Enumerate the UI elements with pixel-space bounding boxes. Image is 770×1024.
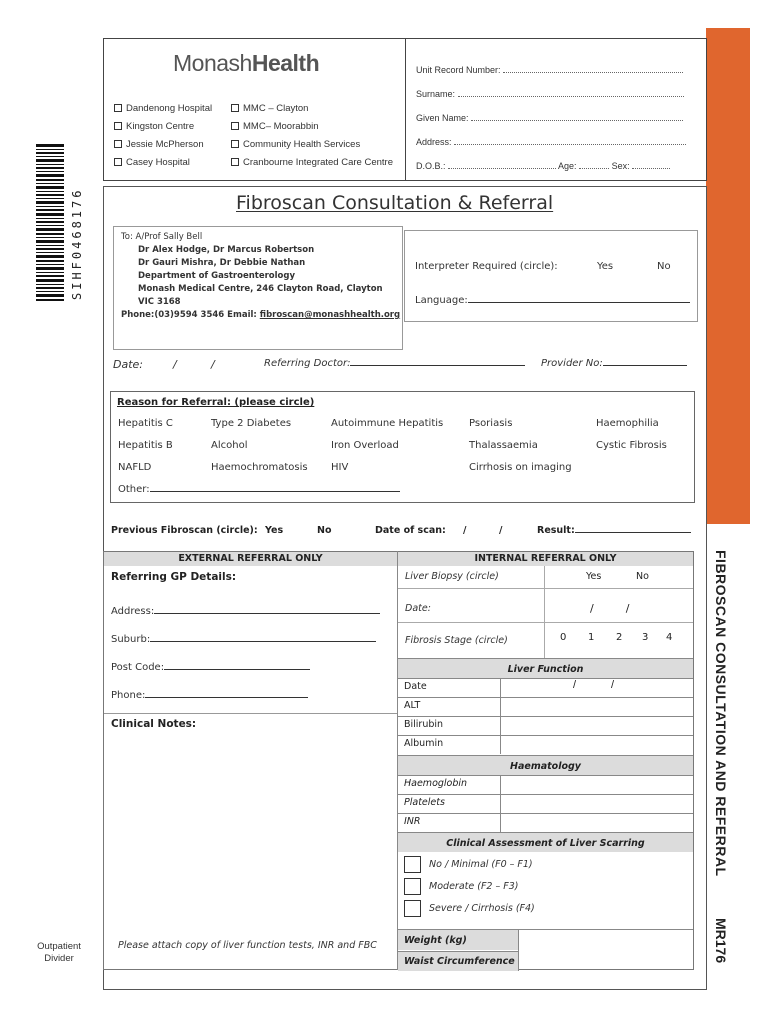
scarring-options xyxy=(404,856,535,922)
address-row: Address: xyxy=(416,130,696,154)
biopsy-date-field[interactable]: / / xyxy=(590,602,630,615)
logo-bold: Health xyxy=(251,50,320,76)
site-jessie[interactable]: Jessie McPherson xyxy=(114,136,212,154)
internal-inner-divider xyxy=(544,566,545,658)
reason-hiv[interactable]: HIV xyxy=(331,462,349,473)
referring-doctor-field[interactable] xyxy=(350,365,525,366)
urn-row: Unit Record Number: xyxy=(416,58,696,82)
platelets-field[interactable] xyxy=(500,795,692,813)
external-header: EXTERNAL REFERRAL ONLY xyxy=(178,553,323,564)
to-block xyxy=(121,231,400,322)
date-field[interactable] xyxy=(147,358,237,372)
bilirubin-field[interactable] xyxy=(500,717,692,735)
biopsy-row-line xyxy=(398,588,693,589)
to-line-6: VIC 3168 xyxy=(138,297,181,307)
patient-details xyxy=(416,58,696,178)
alt-label: ALT xyxy=(404,700,421,711)
reason-grid: Hepatitis C Type 2 Diabetes Autoimmune Hepatitis Psoriasis Haemophilia Hepatitis B Alcohol Iron Overload Thalassaemia Cystic Fibrosis NAFLD Haemochromatosis HIV Cirrhosis on imaging Other: xyxy=(118,418,667,495)
reason-title: Reason for Referral: (please circle) xyxy=(117,397,315,408)
language-row: Language: xyxy=(415,295,690,306)
scarring-moderate[interactable]: Moderate (F2 – F3) xyxy=(404,878,535,900)
alt-field[interactable] xyxy=(500,698,692,716)
provider-no-field[interactable] xyxy=(603,365,687,366)
reason-haemophilia[interactable]: Haemophilia xyxy=(596,418,659,429)
sex-field[interactable] xyxy=(632,168,670,169)
clinical-notes-area[interactable] xyxy=(108,736,393,926)
interpreter-no[interactable]: No xyxy=(657,261,671,272)
clinical-header: Clinical Assessment of Liver Scarring xyxy=(446,838,645,849)
date-row-line xyxy=(398,622,693,623)
biopsy-label: Liver Biopsy (circle) xyxy=(405,571,499,582)
given-name-field[interactable] xyxy=(471,120,683,121)
platelets-label: Platelets xyxy=(404,797,445,808)
site-list-col2 xyxy=(231,100,393,172)
checkbox-icon xyxy=(114,122,122,130)
albumin-field[interactable] xyxy=(500,736,692,754)
weight-field[interactable] xyxy=(520,930,692,950)
interpreter-box xyxy=(404,230,698,322)
logo-light: Monash xyxy=(173,50,252,76)
reason-iron[interactable]: Iron Overload xyxy=(331,440,399,451)
checkbox-icon xyxy=(114,104,122,112)
side-form-title: FIBROSCAN CONSULTATION AND REFERRAL xyxy=(713,550,729,877)
scarring-severe[interactable]: Severe / Cirrhosis (F4) xyxy=(404,900,535,922)
site-mmc-clayton[interactable]: MMC – Clayton xyxy=(231,100,393,118)
address-field[interactable] xyxy=(454,144,686,145)
weight-waist-table xyxy=(398,929,693,970)
stage-0[interactable]: 0 xyxy=(560,632,567,643)
result-field[interactable] xyxy=(575,532,691,533)
to-line-2: Dr Alex Hodge, Dr Marcus Robertson xyxy=(138,245,315,255)
to-line-4: Department of Gastroenterology xyxy=(138,271,296,281)
biopsy-date-label: Date: xyxy=(405,603,431,614)
orange-side-bar xyxy=(706,28,750,524)
reason-alcohol[interactable]: Alcohol xyxy=(211,440,248,451)
checkbox-icon xyxy=(231,104,239,112)
urn-field[interactable] xyxy=(503,72,683,73)
stage-1[interactable]: 1 xyxy=(588,632,595,643)
checkbox-icon[interactable] xyxy=(404,900,421,917)
gp-postcode-field[interactable] xyxy=(164,669,310,670)
inr-field[interactable] xyxy=(500,814,692,832)
site-list-col1 xyxy=(114,100,212,172)
gp-phone-field[interactable] xyxy=(145,697,308,698)
to-line-3: Dr Gauri Mishra, Dr Debbie Nathan xyxy=(138,258,306,268)
email-link[interactable]: fibroscan@monashhealth.org xyxy=(259,310,401,320)
gp-fields: Address: Suburb: Post Code: Phone: xyxy=(111,598,380,710)
waist-label: Waist Circumference xyxy=(404,956,515,967)
surname-row: Surname: xyxy=(416,82,696,106)
haem-table xyxy=(398,775,693,832)
previous-row: Previous Fibroscan (circle): Yes No Date of scan: / / Result: xyxy=(111,525,691,536)
checkbox-icon xyxy=(231,122,239,130)
surname-field[interactable] xyxy=(458,96,684,97)
to-line-5: Monash Medical Centre, 246 Clayton Road, Clayton xyxy=(138,284,383,294)
clinical-notes-label: Clinical Notes: xyxy=(111,718,197,730)
outpatient-divider-label: Outpatient Divider xyxy=(37,941,81,964)
barcode-icon xyxy=(36,142,64,302)
liver-date-label: Date xyxy=(404,681,427,692)
gp-address-field[interactable] xyxy=(154,613,380,614)
monash-health-logo xyxy=(173,50,319,77)
liver-table xyxy=(398,678,693,754)
header-divider xyxy=(405,38,406,181)
albumin-label: Albumin xyxy=(404,738,444,749)
interpreter-row: Interpreter Required (circle): Yes No xyxy=(415,261,558,272)
bilirubin-label: Bilirubin xyxy=(404,719,444,730)
internal-header: INTERNAL REFERRAL ONLY xyxy=(474,553,617,564)
side-form-code: MR176 xyxy=(713,918,729,964)
form-title: Fibroscan Consultation & Referral xyxy=(236,192,554,214)
site-kingston[interactable]: Kingston Centre xyxy=(114,118,212,136)
interpreter-yes[interactable]: Yes xyxy=(597,261,614,272)
checkbox-icon xyxy=(114,140,122,148)
to-line-1: To: A/Prof Sally Bell xyxy=(121,232,203,242)
site-community[interactable]: Community Health Services xyxy=(231,136,393,154)
dob-field[interactable] xyxy=(448,168,556,169)
gp-label: Referring GP Details: xyxy=(111,571,237,583)
date-label: Date: xyxy=(113,358,143,371)
checkbox-icon xyxy=(231,158,239,166)
clinical-notes-divider xyxy=(104,713,397,714)
inr-label: INR xyxy=(404,816,421,827)
liver-function-header: Liver Function xyxy=(507,664,584,675)
reason-thalassaemia[interactable]: Thalassaemia xyxy=(469,440,538,451)
weight-label: Weight (kg) xyxy=(404,935,467,946)
reason-cirrhosis[interactable]: Cirrhosis on imaging xyxy=(469,462,572,473)
date-row: Date: / / Referring Doctor: Provider No: xyxy=(113,358,693,371)
checkbox-icon xyxy=(114,158,122,166)
haemoglobin-field[interactable] xyxy=(500,776,692,794)
waist-field[interactable] xyxy=(520,951,692,971)
barcode xyxy=(36,142,64,302)
scarring-minimal[interactable]: No / Minimal (F0 – F1) xyxy=(404,856,535,878)
checkbox-icon[interactable] xyxy=(404,856,421,873)
reason-autoimmune[interactable]: Autoimmune Hepatitis xyxy=(331,418,444,429)
haemoglobin-label: Haemoglobin xyxy=(404,778,468,789)
checkbox-icon[interactable] xyxy=(404,878,421,895)
biopsy-yes[interactable]: Yes xyxy=(586,571,602,582)
stage-label: Fibrosis Stage (circle) xyxy=(405,635,508,646)
dob-row: D.O.B.: Age: Sex: xyxy=(416,154,696,178)
stage-2[interactable]: 2 xyxy=(616,632,623,643)
reason-nafld[interactable]: NAFLD xyxy=(118,462,152,473)
reason-psoriasis[interactable]: Psoriasis xyxy=(469,418,513,429)
attach-note: Please attach copy of liver function tests, INR and FBC xyxy=(118,940,377,951)
site-mmc-moorabbin[interactable]: MMC– Moorabbin xyxy=(231,118,393,136)
previous-yes[interactable]: Yes xyxy=(265,525,284,536)
stage-4[interactable]: 4 xyxy=(666,632,673,643)
site-dandenong[interactable]: Dandenong Hospital xyxy=(114,100,212,118)
language-field[interactable] xyxy=(468,302,690,303)
haematology-header: Haematology xyxy=(510,761,581,772)
age-field[interactable] xyxy=(579,168,609,169)
checkbox-icon xyxy=(231,140,239,148)
liver-date-field[interactable]: / / xyxy=(500,679,692,697)
contact-line: Phone:(03)9594 3546 Email: fibroscan@monashhealth.org xyxy=(121,310,401,320)
barcode-text: SIHF0468176 xyxy=(70,187,84,300)
gp-suburb-field[interactable] xyxy=(150,641,376,642)
site-cranbourne[interactable]: Cranbourne Integrated Care Centre xyxy=(231,154,393,172)
biopsy-no[interactable]: No xyxy=(636,571,649,582)
reason-hep-b[interactable]: Hepatitis B xyxy=(118,440,173,451)
previous-no[interactable]: No xyxy=(317,525,332,536)
reason-cf[interactable]: Cystic Fibrosis xyxy=(596,440,667,451)
reason-hep-c[interactable]: Hepatitis C xyxy=(118,418,173,429)
site-casey[interactable]: Casey Hospital xyxy=(114,154,212,172)
stage-3[interactable]: 3 xyxy=(642,632,649,643)
given-row: Given Name: xyxy=(416,106,696,130)
scan-date-field[interactable] xyxy=(445,525,525,537)
reason-other-field[interactable] xyxy=(150,491,400,492)
reason-haemochromatosis[interactable]: Haemochromatosis xyxy=(211,462,308,473)
reason-t2d[interactable]: Type 2 Diabetes xyxy=(211,418,292,429)
